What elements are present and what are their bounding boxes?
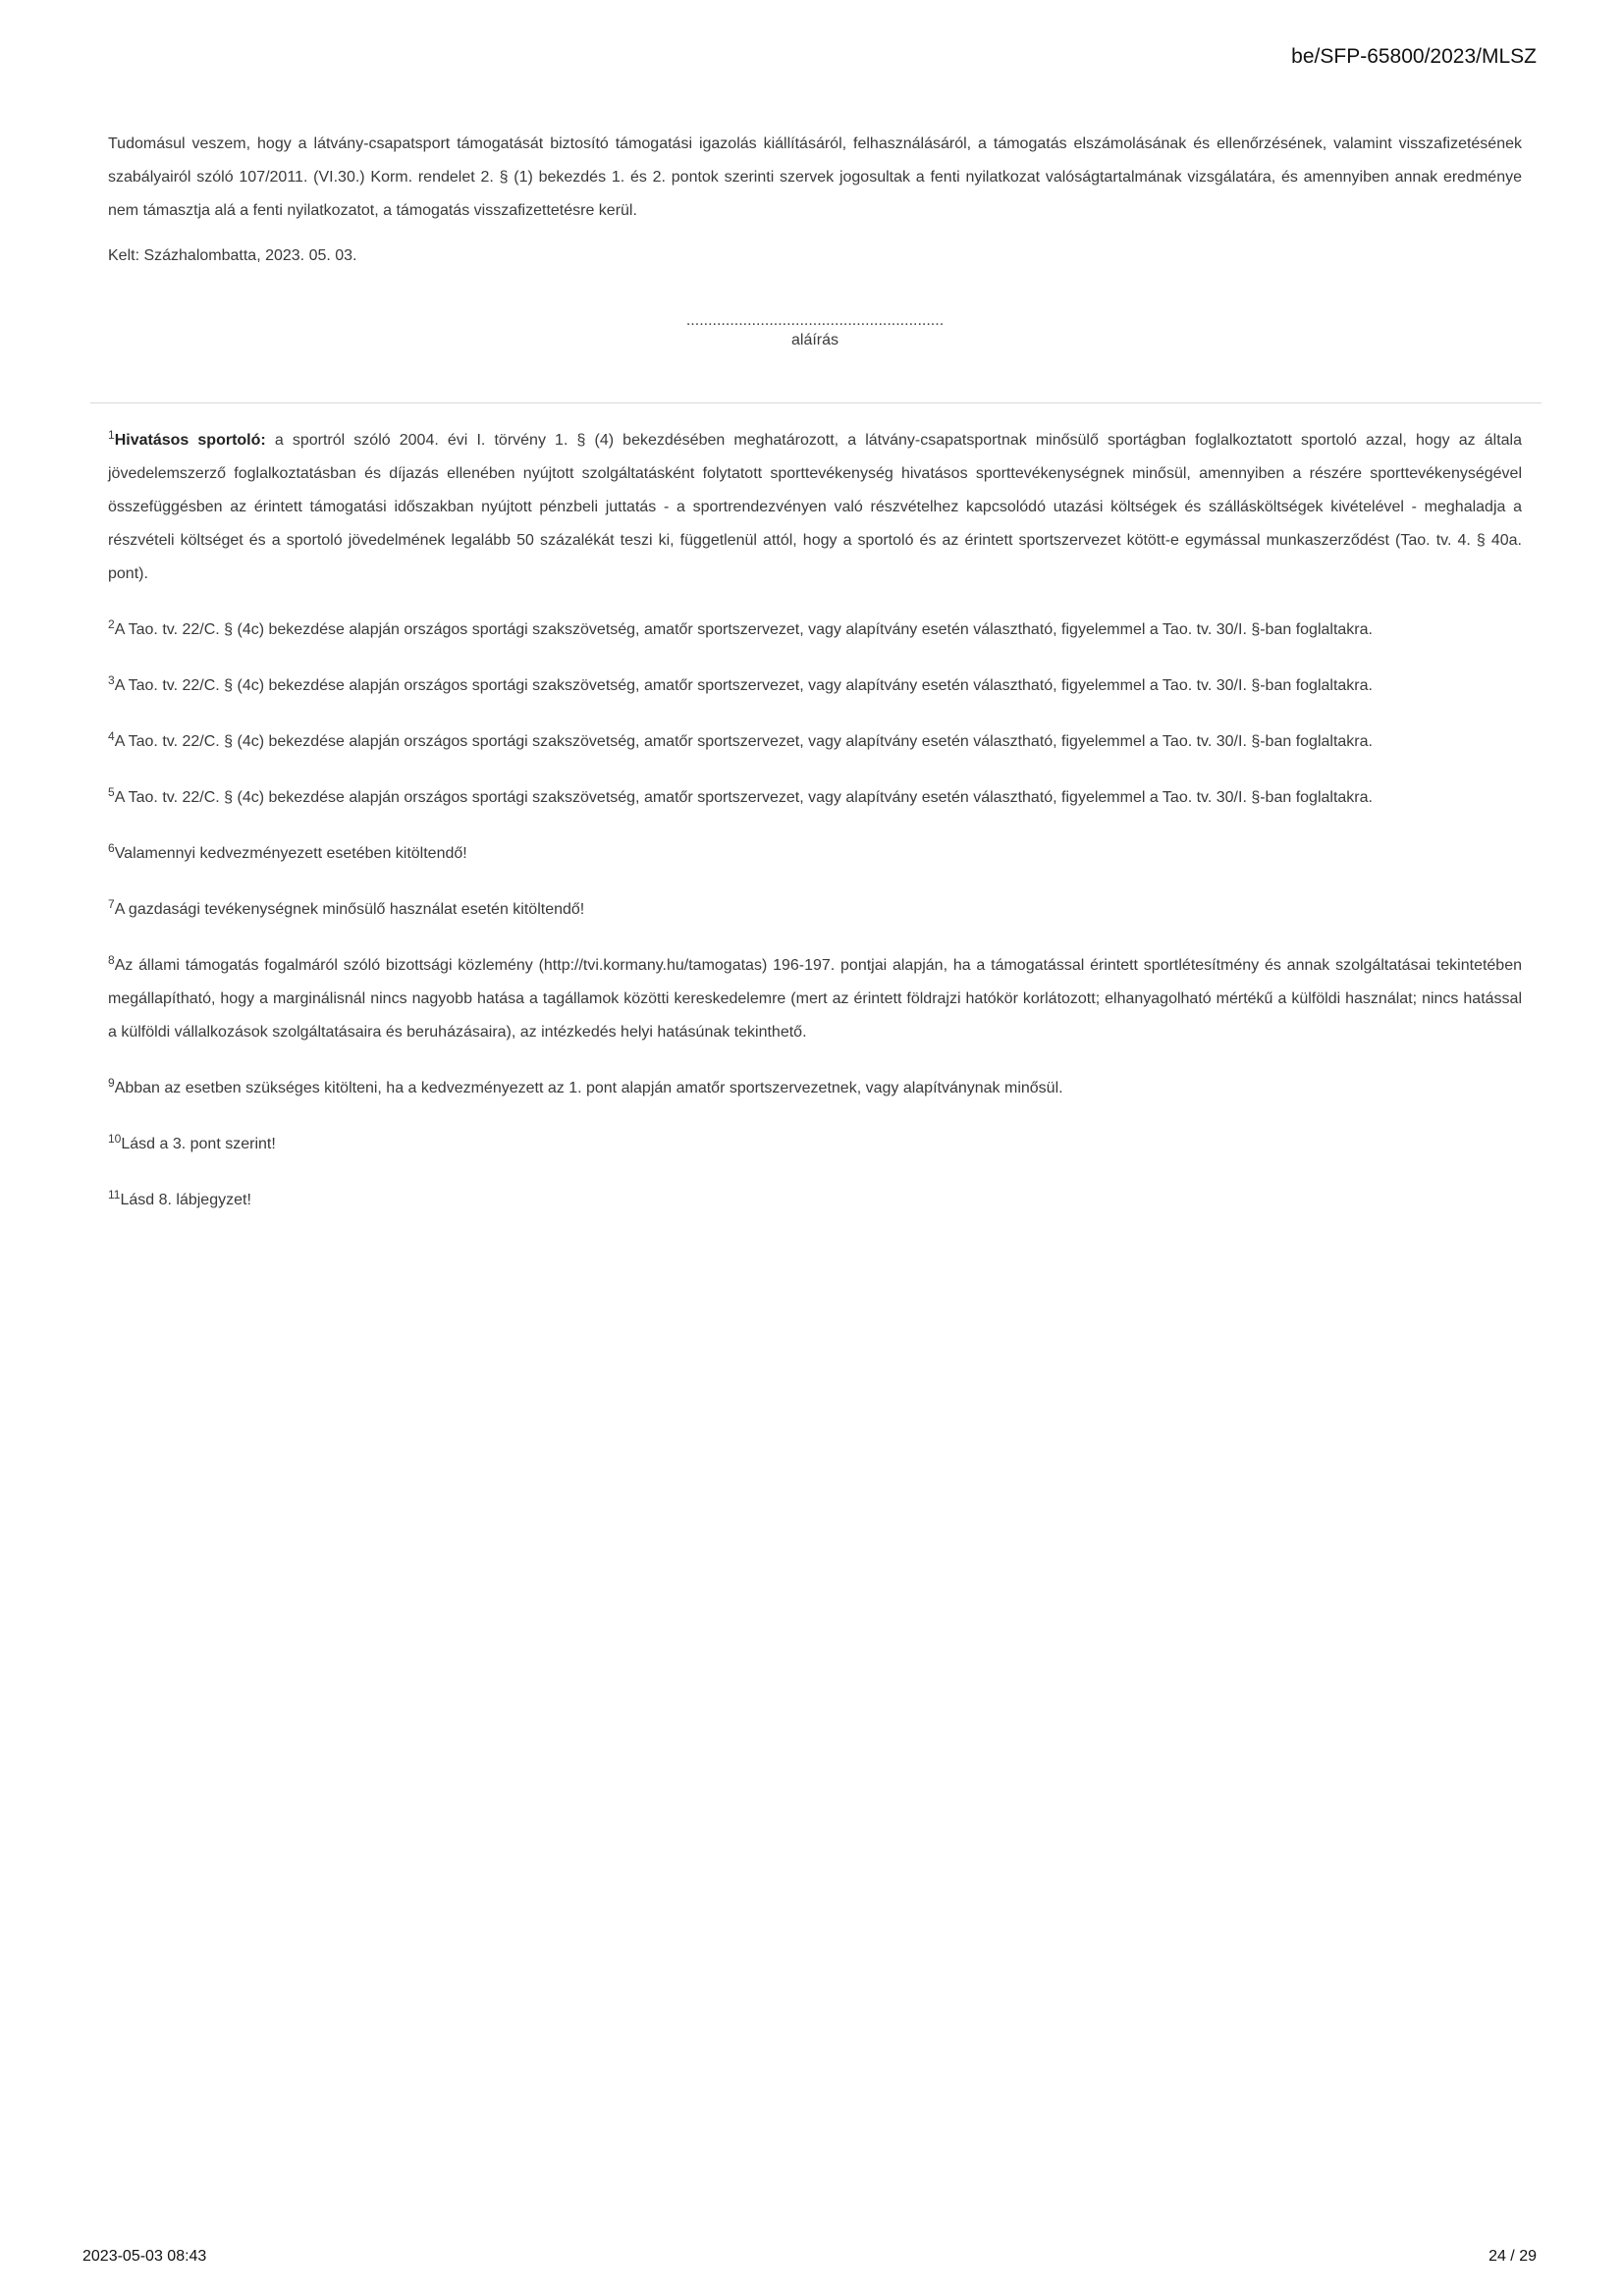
footnote-2 (108, 614, 1522, 647)
footnote-8 (108, 949, 1522, 1049)
footnote-11 (108, 1184, 1522, 1217)
footnote-text: A Tao. tv. 22/C. § (4c) bekezdése alapján országos sportági szakszövetség, amatőr sportszervezet, vagy alapítvány esetén választható, figyelemmel a Tao. tv. 30/I. §-ban foglaltakra. (114, 789, 1373, 806)
statement-paragraph: Tudomásul veszem, hogy a látvány-csapatsport támogatását biztosító támogatási igazolás kiállításáról, felhasználásáról, a támogatás elszámolásának és ellenőrzésének, valamint visszafizetésének szabályairól szóló 107/2011. (VI.30.) Korm. rendelet 2. § (1) bekezdés 1. és 2. pontok szerinti szervek jogosultak a fenti nyilatkozat valóságtartalmának vizsgálatára, és amennyiben annak eredménye nem támasztja alá a fenti nyilatkozatot, a támogatás visszafizettetésre kerül. (108, 135, 1522, 219)
footnote-text: A Tao. tv. 22/C. § (4c) bekezdése alapján országos sportági szakszövetség, amatőr sportszervezet, vagy alapítvány esetén választható, figyelemmel a Tao. tv. 30/I. §-ban foglaltakra. (114, 621, 1373, 638)
footnote-3 (108, 669, 1522, 703)
signature-block (677, 312, 952, 351)
footnote-text: A Tao. tv. 22/C. § (4c) bekezdése alapján országos sportági szakszövetség, amatőr sportszervezet, vagy alapítvány esetén választható, figyelemmel a Tao. tv. 30/I. §-ban foglaltakra. (114, 677, 1373, 694)
footnote-1 (108, 424, 1522, 591)
footnote-number: 8 (108, 953, 115, 967)
footnote-text: Valamennyi kedvezményezett esetében kitöltendő! (114, 845, 467, 862)
footnote-text: Az állami támogatás fogalmáról szóló bizottsági közlemény (http://tvi.kormany.hu/tamogatas) 196-197. pontjai alapján, ha a támogatással érintett sportlétesítmény és annak szolgáltatásai tekintetében megállapítható, hogy a marginálisnál nincs nagyobb hatása a tagállamok közötti kereskedelemre (mert az érintett földrajzi hatókör korlátozott; elhanyagolható mértékű a külföldi használat; nincs hatással a külföldi vállalkozások szolgáltatásaira és beruházásaira), az intézkedés helyi hatásúnak tekinthető. (108, 957, 1522, 1041)
page-number: 24 / 29 (1488, 2248, 1537, 2265)
document-id: be/SFP-65800/2023/MLSZ (1291, 45, 1537, 68)
footnote-text: A gazdasági tevékenységnek minősülő használat esetén kitöltendő! (114, 901, 585, 918)
footnote-term: Hivatásos sportoló: (114, 432, 266, 449)
footnote-7 (108, 893, 1522, 927)
footnote-text: A Tao. tv. 22/C. § (4c) bekezdése alapján országos sportági szakszövetség, amatőr sportszervezet, vagy alapítvány esetén választható, figyelemmel a Tao. tv. 30/I. §-ban foglaltakra. (114, 733, 1373, 750)
footnote-text: Lásd a 3. pont szerint! (121, 1136, 276, 1152)
footnote-number: 2 (108, 617, 115, 631)
footnote-number: 11 (108, 1188, 121, 1201)
footnote-number: 3 (108, 673, 115, 687)
footer-timestamp: 2023-05-03 08:43 (82, 2248, 207, 2265)
footnote-number: 7 (108, 897, 115, 911)
signature-label: aláírás (790, 332, 839, 348)
issue-date-line: Kelt: Százhalombatta, 2023. 05. 03. (108, 247, 357, 264)
footnote-9 (108, 1072, 1522, 1105)
signature-line: ........................................................... (685, 312, 945, 329)
footnote-6 (108, 837, 1522, 871)
footnote-number: 10 (108, 1132, 122, 1146)
footnote-divider (90, 402, 1542, 403)
footnote-10 (108, 1128, 1522, 1161)
footnote-number: 5 (108, 785, 115, 799)
footnote-text: a sportról szóló 2004. évi I. törvény 1. § (4) bekezdésében meghatározott, a látvány-csapatsportnak minősülő sportágban foglalkoztatott sportoló azzal, hogy az általa jövedelemszerző foglalkoztatásban és díjazás ellenében nyújtott szolgáltatásként folytatott sporttevékenység hivatásos sporttevékenységnek minősül, amennyiben a részére sporttevékenységével összefüggésben az érintett támogatási időszakban nyújtott pénzbeli juttatás - a sportrendezvényen való részvételhez kapcsolódó utazási költségek és szállásköltségek kivételével - meghaladja a részvételi költséget és a sportoló jövedelmének legalább 50 százalékát teszi ki, függetlenül attól, hogy a sportoló és az érintett sportszervezet kötött-e egymással munkaszerződést (Tao. tv. 4. § 40a. pont). (108, 432, 1523, 582)
footnote-number: 1 (108, 428, 115, 442)
footnote-number: 4 (108, 729, 115, 743)
footnote-number: 6 (108, 841, 115, 855)
footnote-number: 9 (108, 1076, 115, 1090)
footnote-text: Lásd 8. lábjegyzet! (120, 1192, 251, 1208)
footnote-text: Abban az esetben szükséges kitölteni, ha a kedvezményezett az 1. pont alapján amatőr sportszervezetnek, vagy alapítványnak minősül. (114, 1080, 1063, 1096)
footnotes-list (108, 424, 1522, 1240)
footnote-4 (108, 725, 1522, 759)
footnote-5 (108, 781, 1522, 815)
